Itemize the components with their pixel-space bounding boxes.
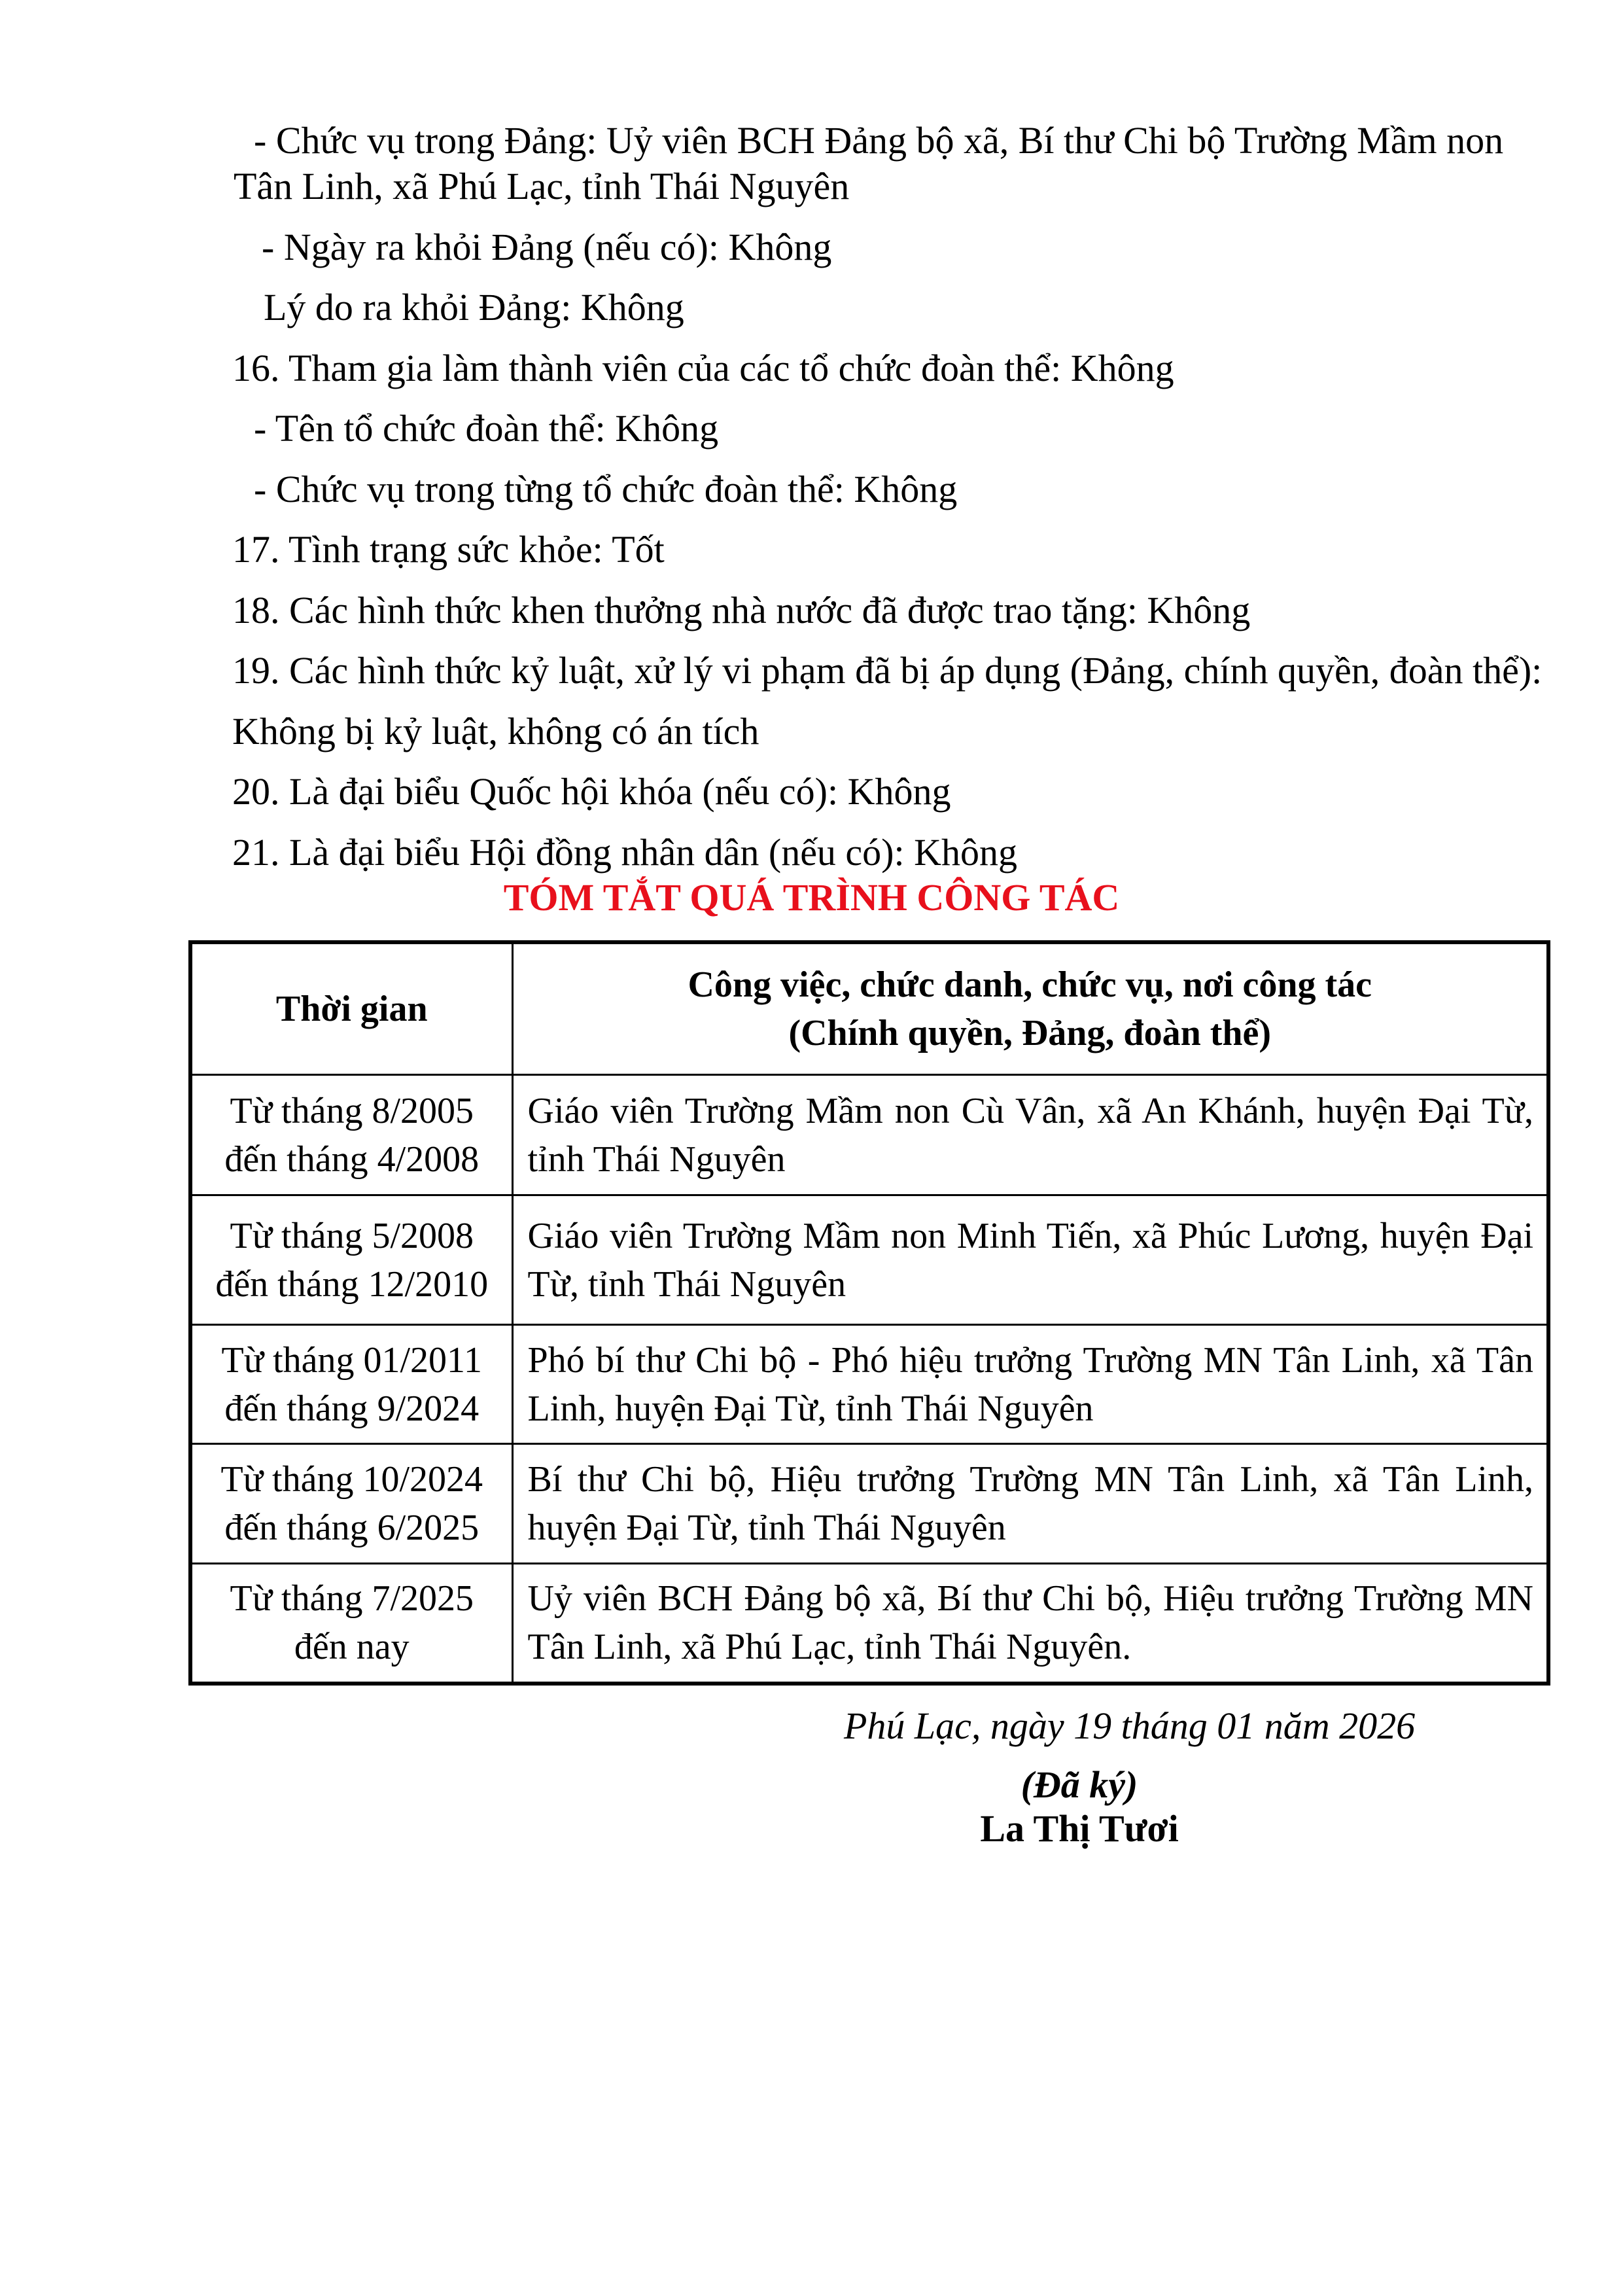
- time-cell: [190, 1444, 512, 1564]
- organization-position-line: - Chức vụ trong từng tổ chức đoàn thể: Không: [254, 468, 958, 510]
- header-work-line1: Công việc, chức danh, chức vụ, nơi công tác: [688, 964, 1372, 1005]
- table-header-row: [190, 942, 1548, 1075]
- time-cell: [190, 1564, 512, 1684]
- work-description: Uỷ viên BCH Đảng bộ xã, Bí thư Chi bộ, Hiệu trưởng Trường MN Tân Linh, xã Phú Lạc, tỉnh Thái Nguyên.: [512, 1564, 1548, 1684]
- table-row: [190, 1195, 1548, 1325]
- party-exit-reason-line: Lý do ra khỏi Đảng: Không: [264, 286, 684, 328]
- party-position-line-cont: Tân Linh, xã Phú Lạc, tỉnh Thái Nguyên: [234, 165, 850, 207]
- organization-name-line: - Tên tổ chức đoàn thể: Không: [254, 407, 719, 450]
- item-19-discipline-cont: Không bị kỷ luật, không có án tích: [232, 710, 759, 752]
- place-date: Phú Lạc, ngày 19 tháng 01 năm 2026: [844, 1704, 1416, 1747]
- time-to: đến tháng 9/2024: [224, 1388, 480, 1429]
- time-cell: [190, 1195, 512, 1325]
- table-row: [190, 1075, 1548, 1195]
- work-description: Giáo viên Trường Mầm non Cù Vân, xã An Khánh, huyện Đại Từ, tỉnh Thái Nguyên: [512, 1075, 1548, 1195]
- work-description: Bí thư Chi bộ, Hiệu trưởng Trường MN Tân Linh, xã Tân Linh, huyện Đại Từ, tỉnh Thái Nguyên: [512, 1444, 1548, 1564]
- item-17-health: 17. Tình trạng sức khỏe: Tốt: [232, 528, 665, 571]
- time-to: đến tháng 4/2008: [224, 1139, 480, 1180]
- time-to: đến nay: [294, 1627, 410, 1668]
- party-position-line: - Chức vụ trong Đảng: Uỷ viên BCH Đảng bộ xã, Bí thư Chi bộ Trường Mầm non: [254, 119, 1504, 162]
- work-history-table: [188, 940, 1550, 1686]
- header-work-line2: (Chính quyền, Đảng, đoàn thể): [788, 1013, 1272, 1053]
- work-description: Phó bí thư Chi bộ - Phó hiệu trưởng Trường MN Tân Linh, xã Tân Linh, huyện Đại Từ, tỉnh Thái Nguyên: [512, 1325, 1548, 1444]
- table-row: [190, 1444, 1548, 1564]
- table-row: [190, 1325, 1548, 1444]
- section-title: TÓM TẮT QUÁ TRÌNH CÔNG TÁC: [503, 876, 1120, 919]
- item-18-awards: 18. Các hình thức khen thưởng nhà nước đã được trao tặng: Không: [232, 589, 1251, 631]
- table-row: [190, 1564, 1548, 1684]
- work-description: Giáo viên Trường Mầm non Minh Tiến, xã Phúc Lương, huyện Đại Từ, tỉnh Thái Nguyên: [512, 1195, 1548, 1325]
- header-work: [512, 942, 1548, 1075]
- item-19-discipline: 19. Các hình thức kỷ luật, xử lý vi phạm đã bị áp dụng (Đảng, chính quyền, đoàn thể):: [232, 649, 1543, 692]
- time-from: Từ tháng 01/2011: [221, 1339, 482, 1381]
- time-cell: [190, 1075, 512, 1195]
- party-exit-date-line: - Ngày ra khỏi Đảng (nếu có): Không: [262, 226, 832, 268]
- item-21-peoples-council: 21. Là đại biểu Hội đồng nhân dân (nếu có): Không: [232, 831, 1017, 874]
- time-from: Từ tháng 7/2025: [230, 1578, 474, 1619]
- time-to: đến tháng 6/2025: [224, 1508, 480, 1548]
- signer-name: La Thị Tươi: [980, 1807, 1179, 1850]
- time-from: Từ tháng 5/2008: [230, 1215, 474, 1256]
- time-to: đến tháng 12/2010: [215, 1263, 489, 1305]
- header-time: Thời gian: [190, 942, 512, 1075]
- time-cell: [190, 1325, 512, 1444]
- item-20-national-assembly: 20. Là đại biểu Quốc hội khóa (nếu có): Không: [232, 770, 951, 813]
- item-16-organizations: 16. Tham gia làm thành viên của các tổ chức đoàn thể: Không: [232, 347, 1174, 389]
- signed-note: (Đã ký): [1021, 1763, 1138, 1806]
- time-from: Từ tháng 10/2024: [220, 1459, 483, 1500]
- time-from: Từ tháng 8/2005: [230, 1090, 474, 1131]
